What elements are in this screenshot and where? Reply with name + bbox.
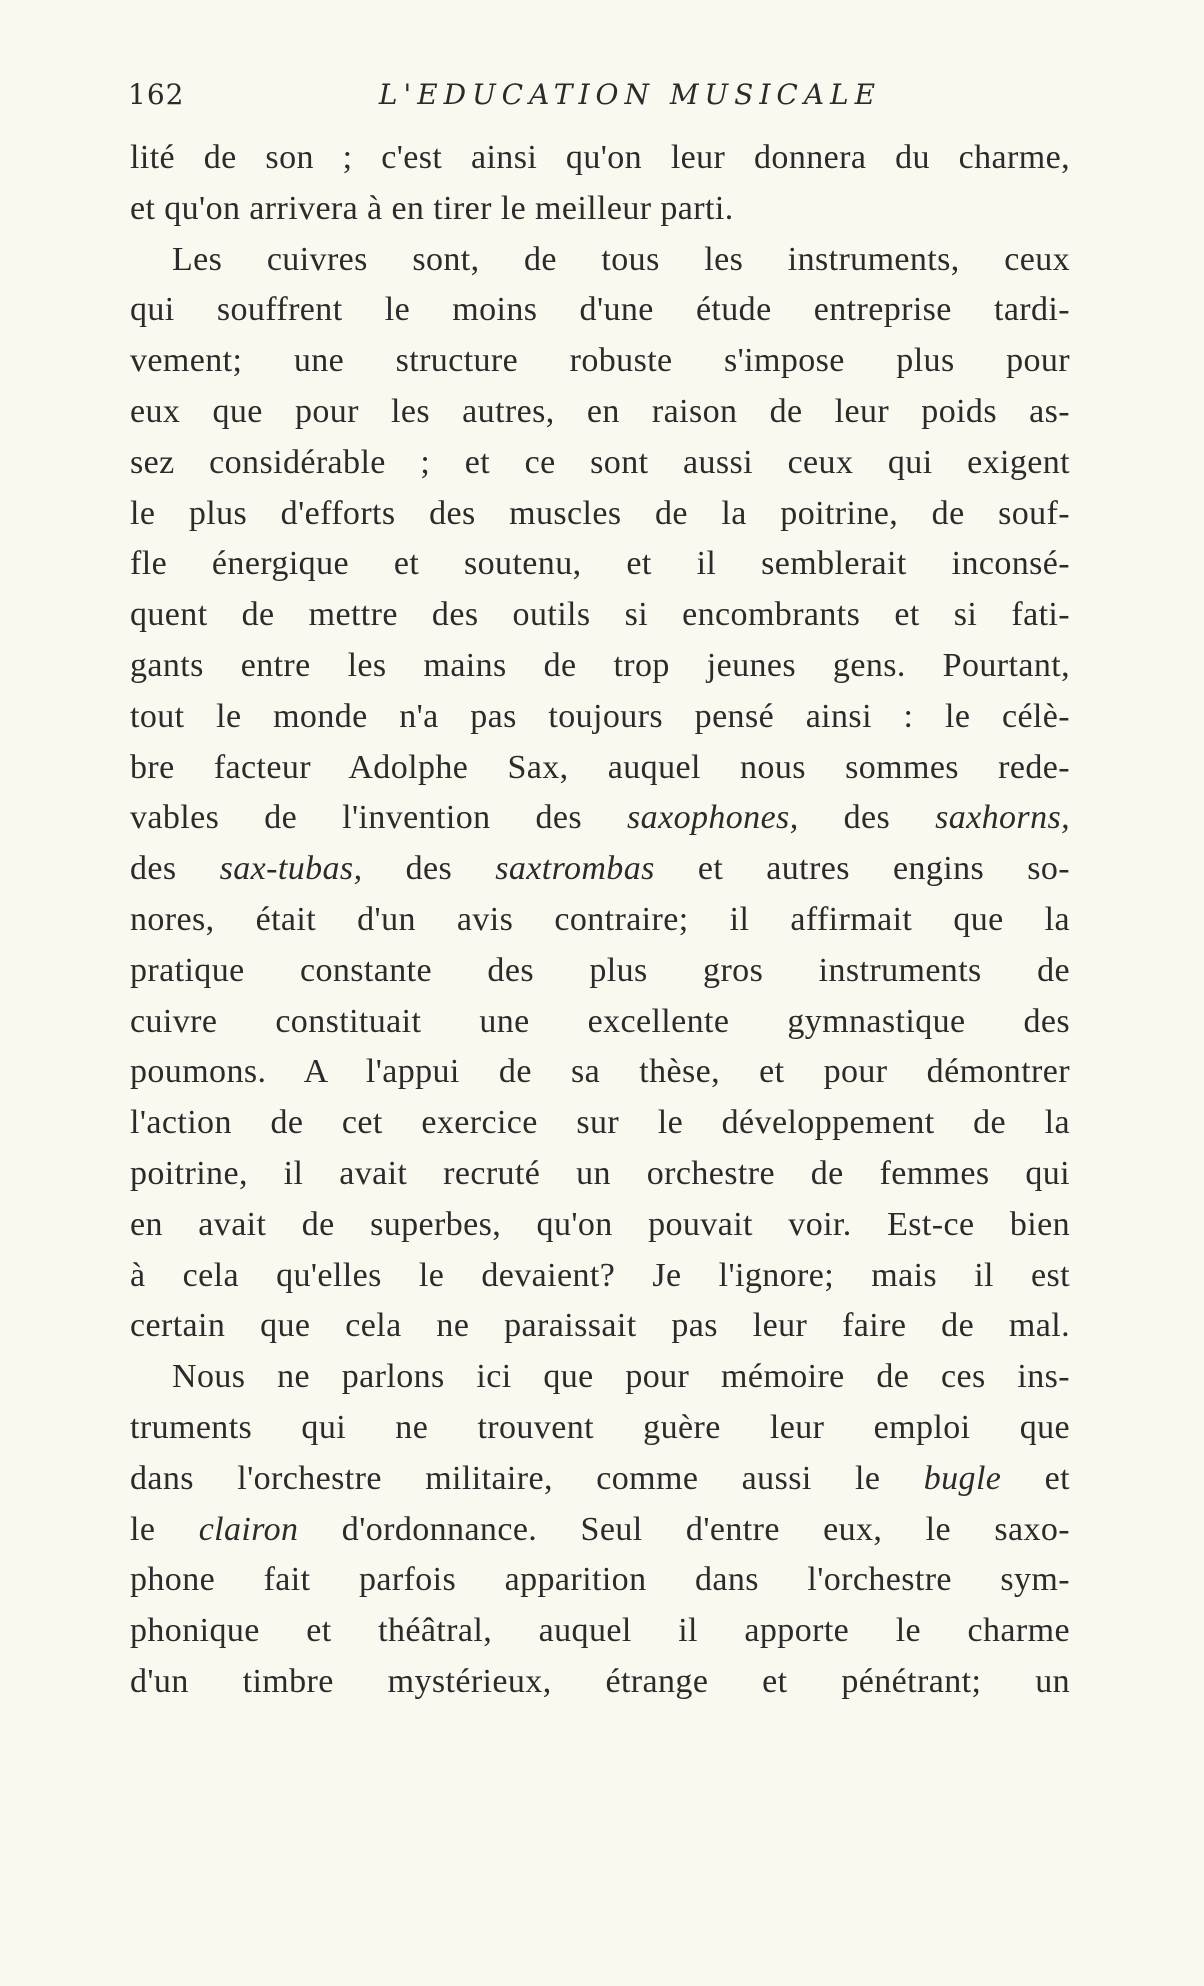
text-run: Nous ne parlons ici que pour mémoire de ces ins- <box>172 1358 1070 1396</box>
text-line <box>130 1657 1070 1708</box>
text-line <box>130 1606 1070 1657</box>
text-run: gants entre les mains de trop jeunes gens. Pourtant, <box>130 646 1070 684</box>
body-text <box>130 133 1070 1708</box>
text-line <box>130 1200 1070 1251</box>
text-line <box>130 641 1070 692</box>
text-run: dans l'orchestre militaire, comme aussi le <box>130 1459 924 1497</box>
running-head <box>128 78 1072 118</box>
text-run: bre facteur Adolphe Sax, auquel nous sommes rede- <box>130 748 1070 786</box>
text-run: et <box>1001 1459 1070 1497</box>
text-line <box>130 539 1070 590</box>
text-line <box>130 844 1070 895</box>
text-run: des <box>362 850 496 888</box>
text-run: nores, était d'un avis contraire; il affirmait que la <box>130 900 1070 938</box>
text-run: pratique constante des plus gros instruments de <box>130 951 1070 989</box>
text-line <box>130 1555 1070 1606</box>
text-line <box>130 1047 1070 1098</box>
text-run: eux que pour les autres, en raison de leur poids as- <box>130 392 1070 430</box>
italic-term: saxophones, <box>627 799 799 837</box>
text-line <box>130 1301 1070 1352</box>
text-line <box>130 184 1070 235</box>
text-run: cuivre constituait une excellente gymnastique des <box>130 1002 1070 1040</box>
text-run: truments qui ne trouvent guère leur emploi que <box>130 1408 1070 1446</box>
text-line <box>130 1149 1070 1200</box>
text-line <box>130 438 1070 489</box>
text-run: poumons. A l'appui de sa thèse, et pour démontrer <box>130 1053 1070 1091</box>
paragraph <box>130 235 1070 1353</box>
text-line <box>130 336 1070 387</box>
text-line <box>130 489 1070 540</box>
text-line <box>130 1505 1070 1556</box>
text-line <box>130 590 1070 641</box>
text-line <box>130 1251 1070 1302</box>
text-run: et autres engins so- <box>654 850 1070 888</box>
paragraph <box>130 133 1070 235</box>
text-run: sez considérable ; et ce sont aussi ceux qui exigent <box>130 443 1070 481</box>
text-run: phone fait parfois apparition dans l'orchestre sym- <box>130 1561 1070 1599</box>
text-run: le <box>130 1510 199 1548</box>
text-line <box>130 1454 1070 1505</box>
text-run: fle énergique et soutenu, et il semblerait inconsé- <box>130 545 1070 583</box>
text-line <box>130 1098 1070 1149</box>
italic-term: saxhorns, <box>935 799 1070 837</box>
text-line <box>130 997 1070 1048</box>
text-line <box>130 743 1070 794</box>
text-run: poitrine, il avait recruté un orchestre de femmes qui <box>130 1154 1070 1192</box>
paragraph <box>130 1352 1070 1708</box>
italic-term: clairon <box>198 1510 299 1548</box>
text-run: à cela qu'elles le devaient? Je l'ignore; mais il est <box>130 1256 1070 1294</box>
text-run: vement; une structure robuste s'impose plus pour <box>130 342 1070 380</box>
text-run: l'action de cet exercice sur le développement de la <box>130 1104 1070 1142</box>
text-run: des <box>798 799 936 837</box>
page-number: 162 <box>128 78 185 111</box>
text-line <box>130 946 1070 997</box>
text-run: d'ordonnance. Seul d'entre eux, le saxo- <box>298 1510 1070 1548</box>
text-run: phonique et théâtral, auquel il apporte le charme <box>130 1612 1070 1650</box>
italic-term: sax-tubas, <box>219 850 363 888</box>
text-line <box>130 387 1070 438</box>
text-run: qui souffrent le moins d'une étude entreprise tardi- <box>130 291 1070 329</box>
text-run: des <box>130 850 220 888</box>
text-run: le plus d'efforts des muscles de la poitrine, de souf- <box>130 494 1070 532</box>
italic-term: saxtrombas <box>495 850 655 888</box>
text-run: certain que cela ne paraissait pas leur faire de mal. <box>130 1307 1070 1345</box>
text-run: tout le monde n'a pas toujours pensé ainsi : le célè- <box>130 697 1070 735</box>
text-run: Les cuivres sont, de tous les instruments, ceux <box>172 240 1070 278</box>
text-run: et qu'on arrivera à en tirer le meilleur parti. <box>130 189 734 227</box>
text-run: vables de l'invention des <box>130 799 628 837</box>
text-line <box>130 895 1070 946</box>
text-line <box>130 793 1070 844</box>
text-line <box>130 235 1070 286</box>
text-line <box>130 133 1070 184</box>
text-run: en avait de superbes, qu'on pouvait voir. Est-ce bien <box>130 1205 1070 1243</box>
running-title: L'EDUCATION MUSICALE <box>378 78 882 111</box>
text-run: quent de mettre des outils si encombrants et si fati- <box>130 596 1070 634</box>
text-line <box>130 692 1070 743</box>
text-run: d'un timbre mystérieux, étrange et pénétrant; un <box>130 1662 1070 1700</box>
text-line <box>130 285 1070 336</box>
text-line <box>130 1352 1070 1403</box>
italic-term: bugle <box>923 1459 1002 1497</box>
text-run: lité de son ; c'est ainsi qu'on leur donnera du charme, <box>130 139 1070 176</box>
text-line <box>130 1403 1070 1454</box>
